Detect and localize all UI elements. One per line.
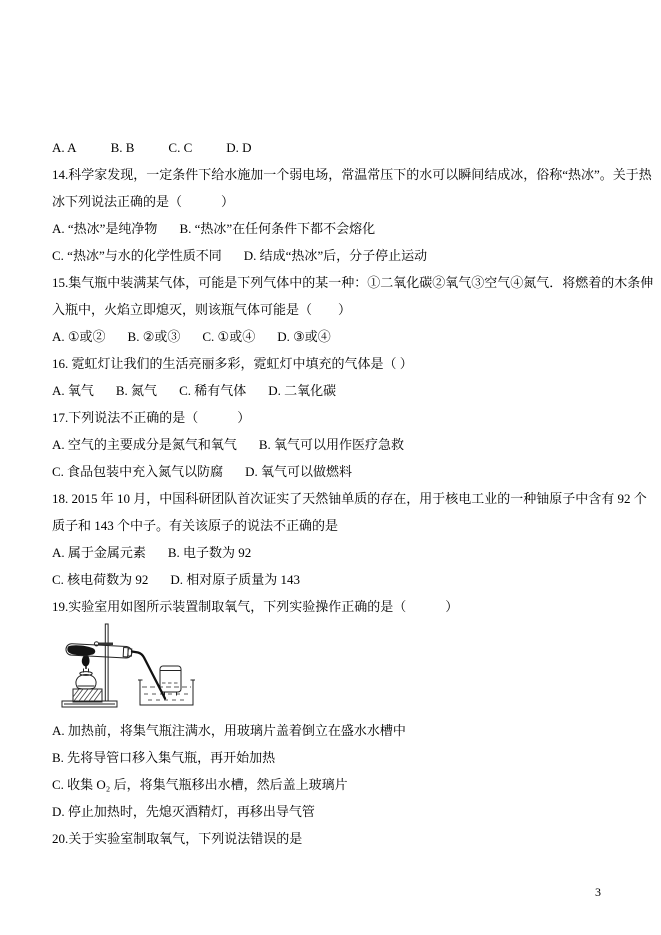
q14-options-row-2 (52, 242, 618, 269)
q17-options-row-2 (52, 458, 618, 485)
q19-option-b: B. 先将导管口移入集气瓶，再开始加热 (52, 750, 276, 765)
q19-stem: 19.实验室用如图所示装置制取氧气，下列实验操作正确的是（ ） (52, 599, 459, 614)
page-number: 3 (595, 885, 601, 899)
q18-option-c: C. 核电荷数为 92 (52, 572, 149, 587)
q16-options-row (52, 377, 618, 404)
q15-option-c: C. ①或④ (202, 329, 256, 344)
bottle-outline (160, 666, 181, 692)
clamp (99, 643, 113, 646)
q19-option-a: A. 加热前，将集气瓶注满水，用玻璃片盖着倒立在盛水水槽中 (52, 723, 406, 738)
q15-options-row (52, 323, 618, 350)
support-block-hatching (73, 689, 102, 701)
q19-option-c: C. 收集 O₂ 后，将集气瓶移出水槽，然后盖上玻璃片 (52, 777, 348, 792)
q14-option-a: A. “热冰”是纯净物 (52, 221, 158, 236)
answer-c: C. C (168, 140, 193, 155)
q17-option-b: B. 氧气可以用作医疗急救 (258, 437, 405, 452)
q17-option-d: D. 氧气可以做燃料 (245, 464, 353, 479)
q18-options-row-2 (52, 566, 618, 593)
q14-option-b: B. “热冰”在任何条件下都不会熔化 (179, 221, 376, 236)
q17-option-a: A. 空气的主要成分是氮气和氧气 (52, 437, 237, 452)
support-block (73, 689, 102, 702)
q17-stem: 17.下列说法不正确的是（ ） (52, 410, 251, 425)
exam-page-content (52, 134, 654, 852)
q15-option-b: B. ②或③ (127, 329, 181, 344)
q18-options-row-1 (52, 539, 618, 566)
q18-option-b: B. 电子数为 92 (167, 545, 252, 560)
iron-stand (62, 624, 117, 707)
answer-a: A. A (52, 140, 77, 155)
answer-b: B. B (110, 140, 135, 155)
q18-stem-line-2: 质子和 143 个中子。有关该原子的说法不正确的是 (52, 518, 339, 533)
q15-stem-line-1: 15.集气瓶中装满某气体，可能是下列气体中的某一种：①二氧化碳②氧气③空气④氮气．将燃着的木条伸 (52, 275, 654, 290)
gas-collection-bottle (160, 666, 181, 696)
q19-option-d: D. 停止加热时，先熄灭酒精灯，再移出导气管 (52, 804, 315, 819)
q16-option-d: D. 二氧化碳 (268, 383, 337, 398)
q18-stem-line-1: 18. 2015 年 10 月，中国科研团队首次证实了天然铀单质的存在，用于核电工业的一种铀原子中含有 92 个 (52, 491, 647, 506)
q16-stem: 16. 霓虹灯让我们的生活亮丽多彩，霓虹灯中填充的气体是（ ） (52, 356, 413, 371)
answer-key-row (52, 134, 618, 161)
q14-stem-line-1: 14.科学家发现，一定条件下给水施加一个弱电场，常温常压下的水可以瞬间结成冰，俗称“热冰”。关于热 (52, 167, 652, 182)
q18-option-d: D. 相对原子质量为 143 (170, 572, 301, 587)
water-dashes (144, 694, 188, 700)
q18-option-a: A. 属于金属元素 (52, 545, 146, 560)
apparatus-figure (52, 620, 618, 717)
q15-stem-line-2: 入瓶中，火焰立即熄灭，则该瓶气体可能是（ ） (52, 302, 352, 317)
q17-options-row-1 (52, 431, 618, 458)
alcohol-lamp (76, 664, 96, 689)
q14-options-row-1 (52, 215, 618, 242)
q14-option-d: D. 结成“热冰”后，分子停止运动 (243, 248, 428, 263)
q14-option-c: C. “热冰”与水的化学性质不同 (52, 248, 222, 263)
alcohol-lamp-body (76, 675, 96, 689)
apparatus-figure-svg (60, 621, 200, 713)
iron-stand-rod (105, 624, 108, 701)
tube-contents (67, 645, 95, 656)
test-tube-group (66, 643, 133, 658)
q17-option-c: C. 食品包装中充入氮气以防腐 (52, 464, 224, 479)
q20-stem: 20.关于实验室制取氧气，下列说法错误的是 (52, 831, 303, 846)
q15-option-d: D. ③或④ (277, 329, 331, 344)
answer-d: D. D (226, 140, 252, 155)
q14-stem-line-2: 冰下列说法正确的是（ ） (52, 194, 235, 209)
q16-option-b: B. 氮气 (115, 383, 158, 398)
q15-option-a: A. ①或② (52, 329, 106, 344)
q16-option-a: A. 氧气 (52, 383, 94, 398)
q16-option-c: C. 稀有气体 (179, 383, 247, 398)
